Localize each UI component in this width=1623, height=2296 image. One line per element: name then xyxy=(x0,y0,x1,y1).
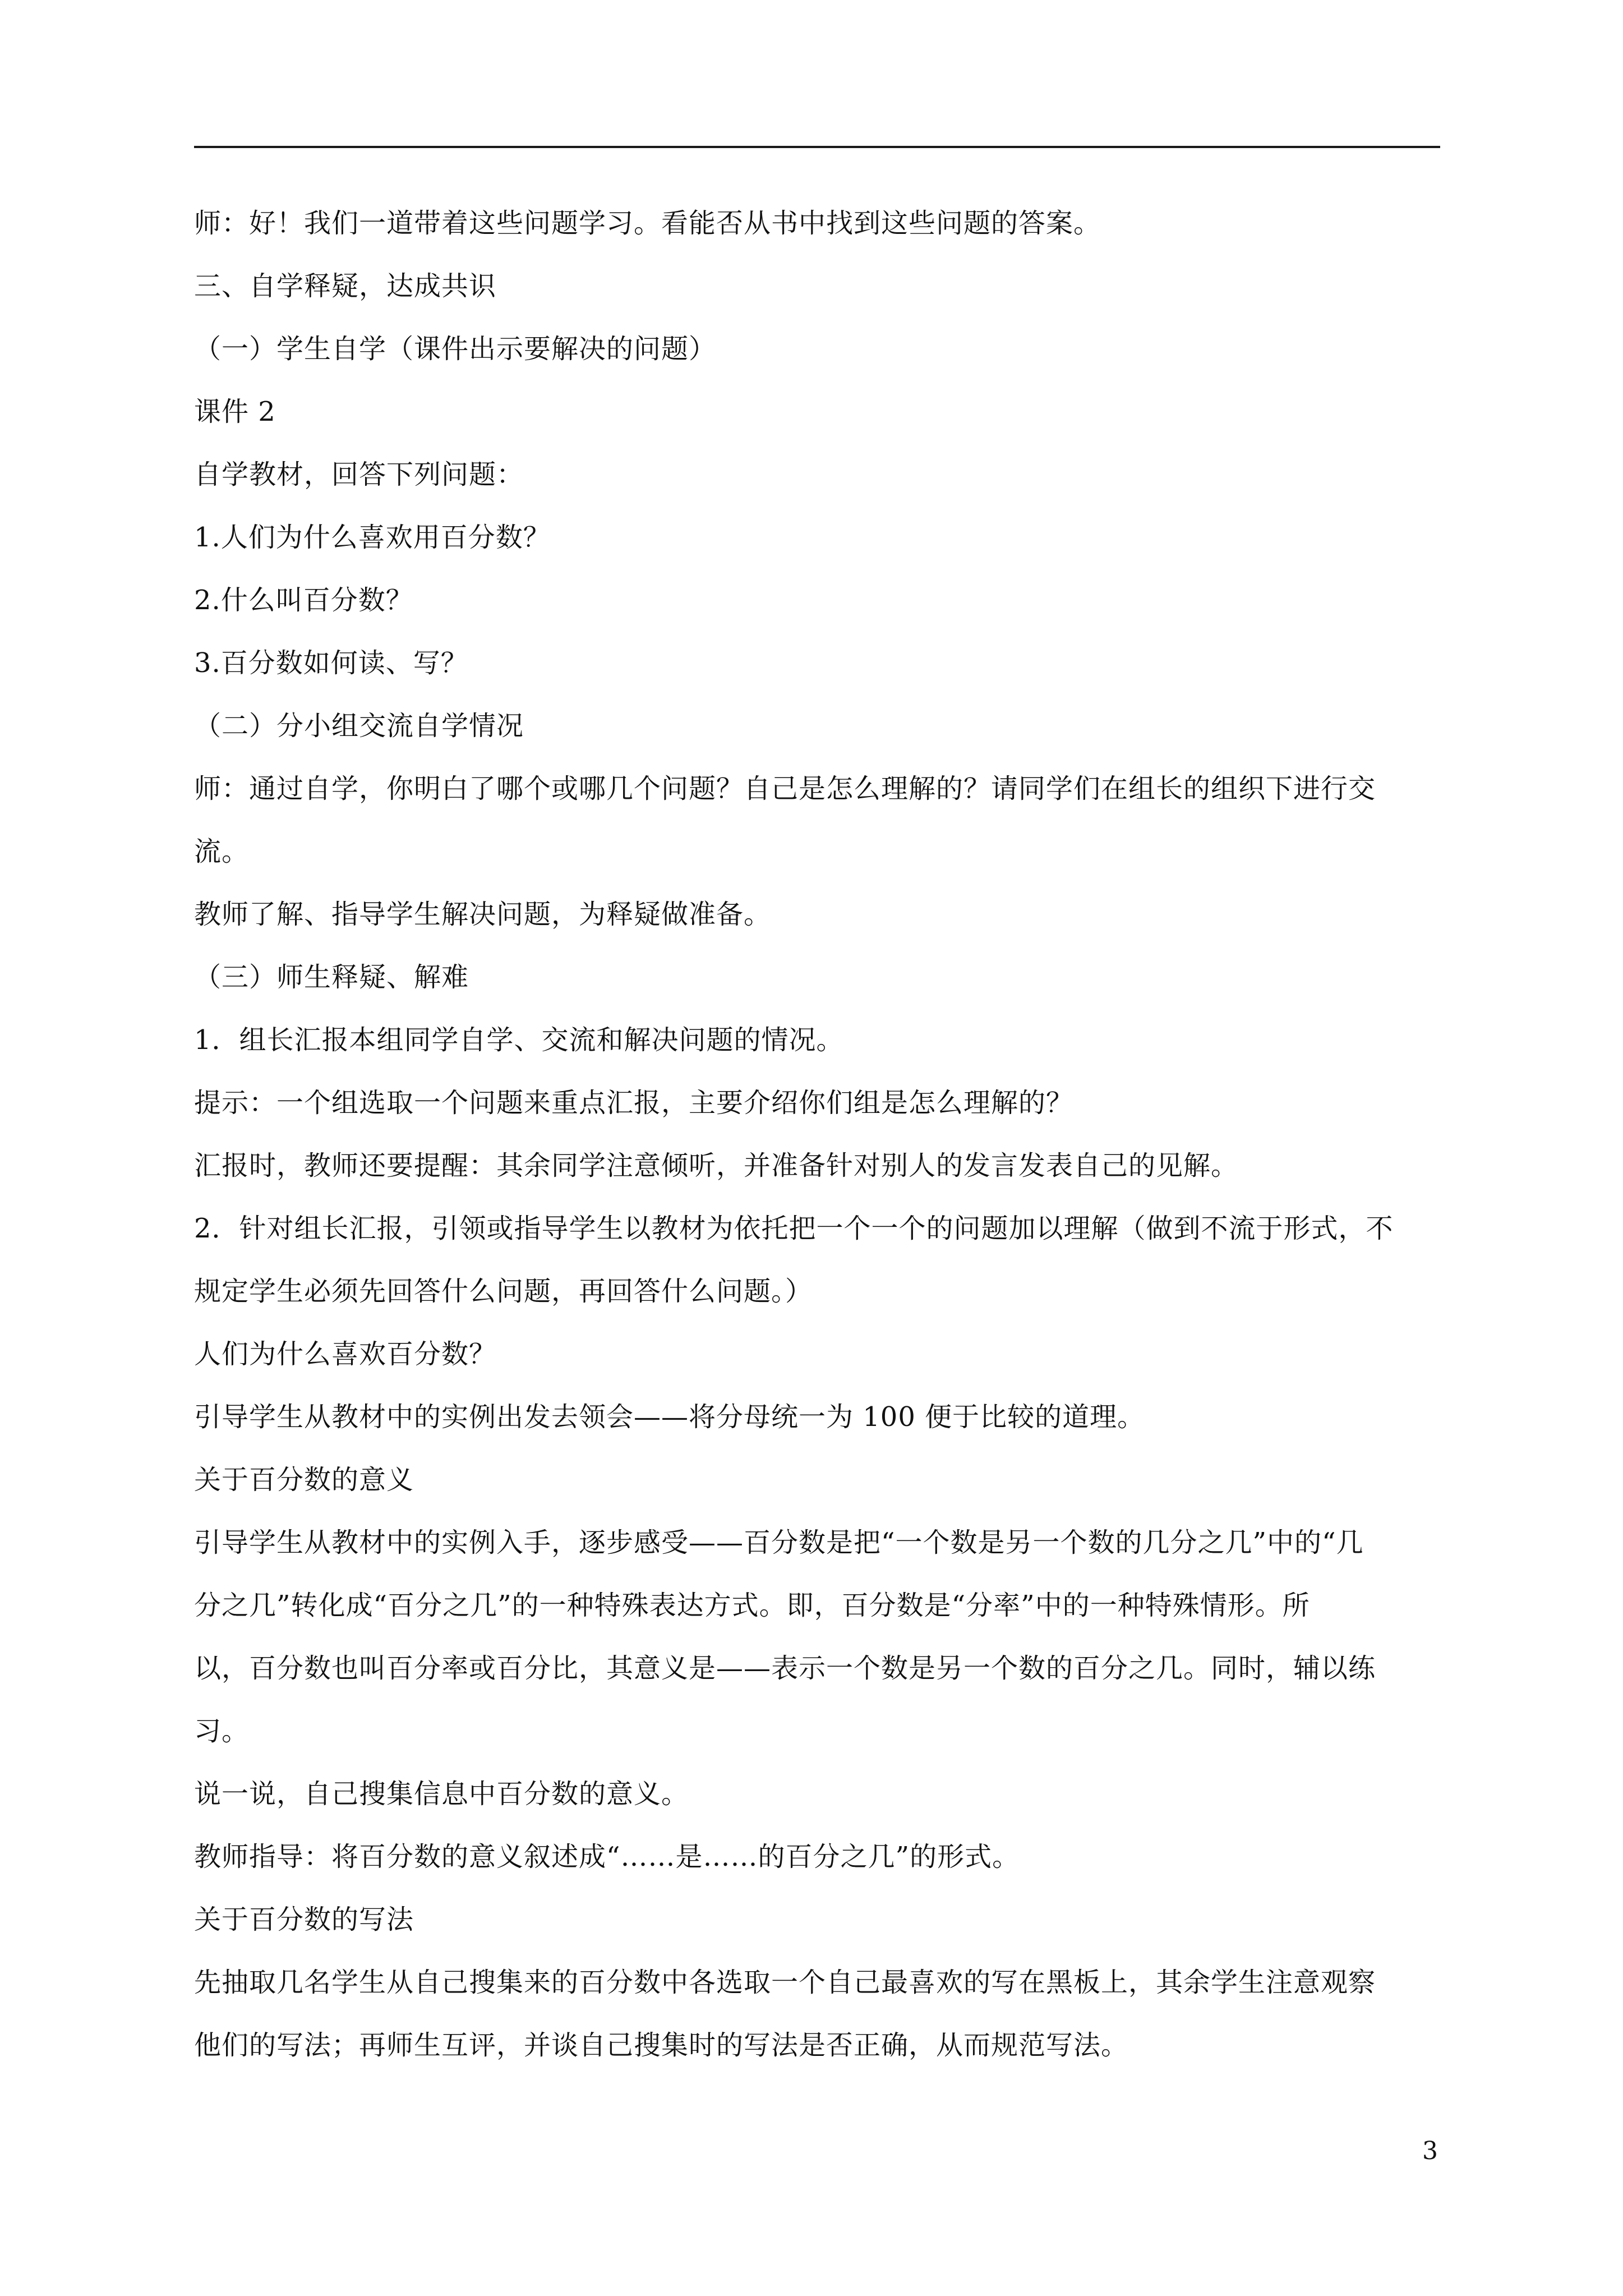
topic-heading: 关于百分数的写法 xyxy=(194,1904,414,1935)
text-line: 引导学生从教材中的实例入手，逐步感受——百分数是把“一个数是另一个数的几分之几”中的“几 xyxy=(194,1527,1364,1558)
text-line: 说一说，自己搜集信息中百分数的意义。 xyxy=(194,1778,689,1810)
text-line: 2．针对组长汇报，引领或指导学生以教材为依托把一个一个的问题加以理解（做到不流于形式，不 xyxy=(194,1213,1394,1244)
page-number: 3 xyxy=(1422,2137,1438,2165)
subsection-heading: （一）学生自学（课件出示要解决的问题） xyxy=(194,333,717,365)
text-line: 课件 2 xyxy=(194,396,276,427)
section-heading: 三、自学释疑，达成共识 xyxy=(194,270,497,302)
question-item: 2.什么叫百分数？ xyxy=(194,585,413,616)
text-line: 流。 xyxy=(194,836,250,867)
text-line: 习。 xyxy=(194,1715,250,1747)
text-line: 师：好！我们一道带着这些问题学习。看能否从书中找到这些问题的答案。 xyxy=(194,208,1101,239)
text-line: 提示：一个组选取一个问题来重点汇报，主要介绍你们组是怎么理解的？ xyxy=(194,1087,1074,1119)
text-line: 汇报时，教师还要提醒：其余同学注意倾听，并准备针对别人的发言发表自己的见解。 xyxy=(194,1150,1239,1181)
text-line: 1．组长汇报本组同学自学、交流和解决问题的情况。 xyxy=(194,1024,844,1056)
text-line: 引导学生从教材中的实例出发去领会——将分母统一为 100 便于比较的道理。 xyxy=(194,1401,1145,1433)
text-line: 以，百分数也叫百分率或百分比，其意义是——表示一个数是另一个数的百分之几。同时，辅以练 xyxy=(194,1653,1376,1684)
text-line: 自学教材，回答下列问题： xyxy=(194,459,524,490)
text-line: 他们的写法；再师生互评，并谈自己搜集时的写法是否正确，从而规范写法。 xyxy=(194,2030,1129,2061)
text-line: 分之几”转化成“百分之几”的一种特殊表达方式。即，百分数是“分率”中的一种特殊情形。所 xyxy=(194,1590,1310,1621)
header-rule xyxy=(194,146,1440,148)
question-item: 3.百分数如何读、写？ xyxy=(194,647,468,679)
question-item: 1.人们为什么喜欢用百分数？ xyxy=(194,522,551,553)
text-line: 教师指导：将百分数的意义叙述成“……是……的百分之几”的形式。 xyxy=(194,1841,1020,1872)
text-line: 师：通过自学，你明白了哪个或哪几个问题？自己是怎么理解的？请同学们在组长的组织下进行交 xyxy=(194,773,1376,804)
text-line: 人们为什么喜欢百分数？ xyxy=(194,1338,497,1370)
text-line: 教师了解、指导学生解决问题，为释疑做准备。 xyxy=(194,899,772,930)
document-body xyxy=(194,208,1440,2092)
text-line: 先抽取几名学生从自己搜集来的百分数中各选取一个自己最喜欢的写在黑板上，其余学生注意观察 xyxy=(194,1967,1376,1998)
topic-heading: 关于百分数的意义 xyxy=(194,1464,414,1496)
subsection-heading: （三）师生释疑、解难 xyxy=(194,961,469,993)
text-line: 规定学生必须先回答什么问题，再回答什么问题。） xyxy=(194,1276,813,1307)
subsection-heading: （二）分小组交流自学情况 xyxy=(194,710,524,742)
